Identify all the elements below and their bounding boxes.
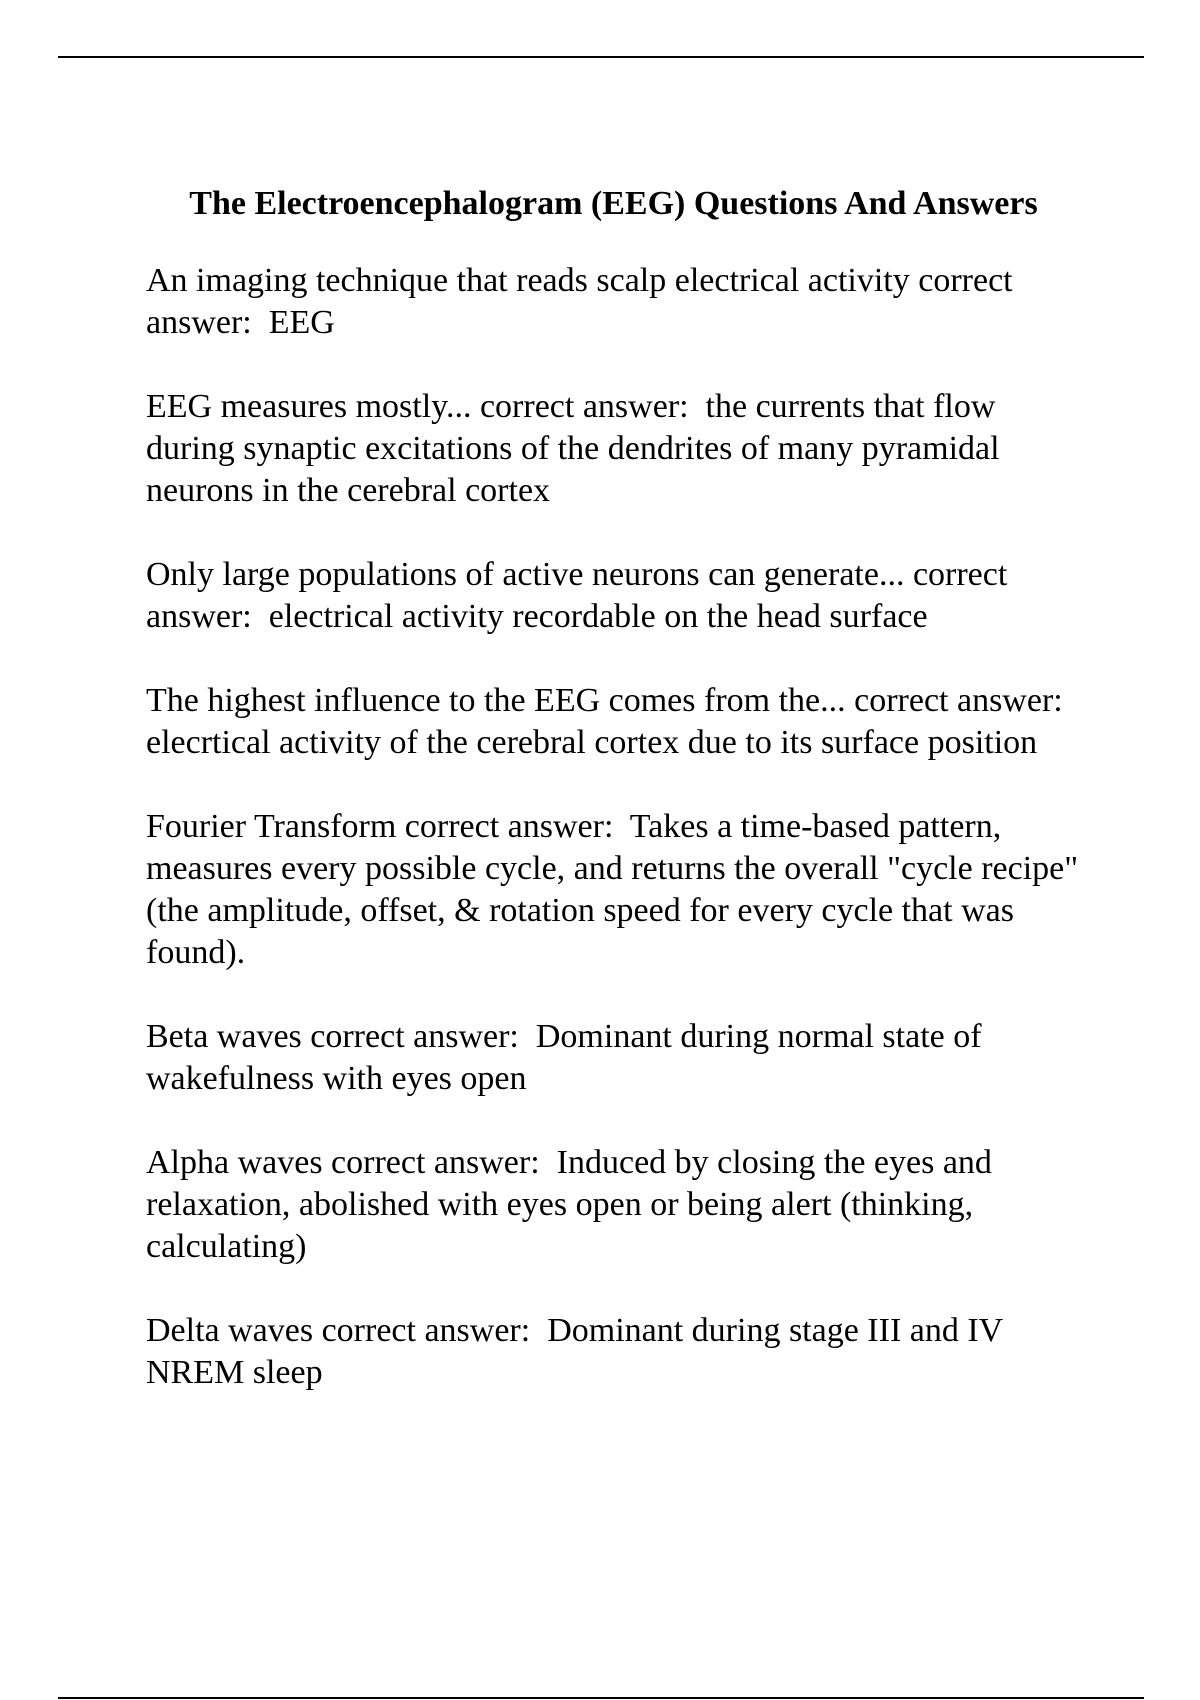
qa-item-fourier-transform: Fourier Transform correct answer: Takes a time-based pattern, measures every possible cycle, and returns the overall "cycle recipe" (the amplitude, offset, & rotation speed for every cycle that was found). — [146, 808, 1087, 971]
qa-item-eeg-measures: EEG measures mostly... correct answer: the currents that flow during synaptic excitations of the dendrites of many pyramidal neurons in the cerebral cortex — [146, 388, 1009, 509]
bottom-rule — [58, 1697, 1144, 1699]
qa-item-beta-waves: Beta waves correct answer: Dominant during normal state of wakefulness with eyes open — [146, 1018, 991, 1097]
top-rule — [58, 56, 1144, 58]
qa-item-highest-influence: The highest influence to the EEG comes from the... correct answer: elecrtical activity of the cerebral cortex due to its surface position — [146, 682, 1080, 761]
qa-list — [146, 260, 1087, 1394]
document-page — [146, 183, 1087, 1436]
document-title: The Electroencephalogram (EEG) Questions And Answers — [189, 185, 1038, 222]
qa-item-eeg-definition: An imaging technique that reads scalp electrical activity correct answer: EEG — [146, 262, 1022, 341]
qa-item-alpha-waves: Alpha waves correct answer: Induced by closing the eyes and relaxation, abolished with eyes open or being alert (thinking, calculating) — [146, 1144, 1001, 1265]
qa-item-active-neurons: Only large populations of active neurons can generate... correct answer: electrical activity recordable on the head surface — [146, 556, 1016, 635]
qa-item-delta-waves: Delta waves correct answer: Dominant during stage III and IV NREM sleep — [146, 1312, 1012, 1391]
